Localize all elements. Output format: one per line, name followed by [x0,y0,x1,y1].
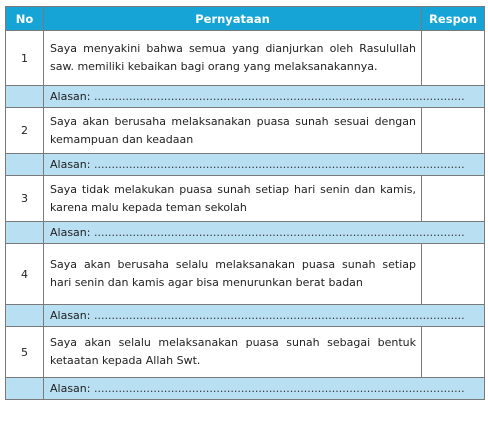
statement-row [6,244,485,305]
reason-spacer [6,222,44,244]
reason-label: Alasan: [50,158,91,171]
row-number: 5 [6,327,44,378]
response-cell[interactable] [422,176,485,222]
reason-field[interactable] [44,86,485,108]
reason-dots: .......................................................................................................... [93,158,465,171]
header-no: No [6,7,44,31]
statement-row [6,108,485,154]
reason-spacer [6,154,44,176]
response-cell[interactable] [422,31,485,86]
reason-label: Alasan: [50,90,91,103]
reason-row [6,86,485,108]
reason-label: Alasan: [50,309,91,322]
row-number: 2 [6,108,44,154]
reason-row [6,154,485,176]
statement-text: Saya tidak melakukan puasa sunah setiap hari senin dan kamis, karena malu kepada teman sekolah [44,176,422,222]
survey-table-container [5,6,485,400]
statement-row [6,31,485,86]
reason-field[interactable] [44,378,485,400]
header-response: Respon [422,7,485,31]
reason-field[interactable] [44,222,485,244]
table-header-row [6,7,485,31]
reason-row [6,378,485,400]
statement-row [6,176,485,222]
reason-spacer [6,378,44,400]
statement-row [6,327,485,378]
reason-row [6,222,485,244]
reason-spacer [6,305,44,327]
reason-row [6,305,485,327]
reason-field[interactable] [44,305,485,327]
reason-dots: .......................................................................................................... [93,90,465,103]
row-number: 3 [6,176,44,222]
row-number: 1 [6,31,44,86]
reason-dots: .......................................................................................................... [93,382,465,395]
reason-label: Alasan: [50,226,91,239]
statement-text: Saya akan berusaha selalu melaksanakan puasa sunah setiap hari senin dan kamis agar bisa menurunkan berat badan [44,244,422,305]
response-cell[interactable] [422,327,485,378]
reason-spacer [6,86,44,108]
response-cell[interactable] [422,108,485,154]
row-number: 4 [6,244,44,305]
response-cell[interactable] [422,244,485,305]
reason-dots: .......................................................................................................... [93,309,465,322]
reason-dots: .......................................................................................................... [93,226,465,239]
attitude-survey-table [5,6,485,400]
statement-text: Saya akan berusaha melaksanakan puasa sunah sesuai dengan kemampuan dan keadaan [44,108,422,154]
statement-text: Saya akan selalu melaksanakan puasa sunah sebagai bentuk ketaatan kepada Allah Swt. [44,327,422,378]
header-statement: Pernyataan [44,7,422,31]
statement-text: Saya menyakini bahwa semua yang dianjurkan oleh Rasulullah saw. memiliki kebaikan bagi orang yang melaksanakannya. [44,31,422,86]
reason-field[interactable] [44,154,485,176]
reason-label: Alasan: [50,382,91,395]
